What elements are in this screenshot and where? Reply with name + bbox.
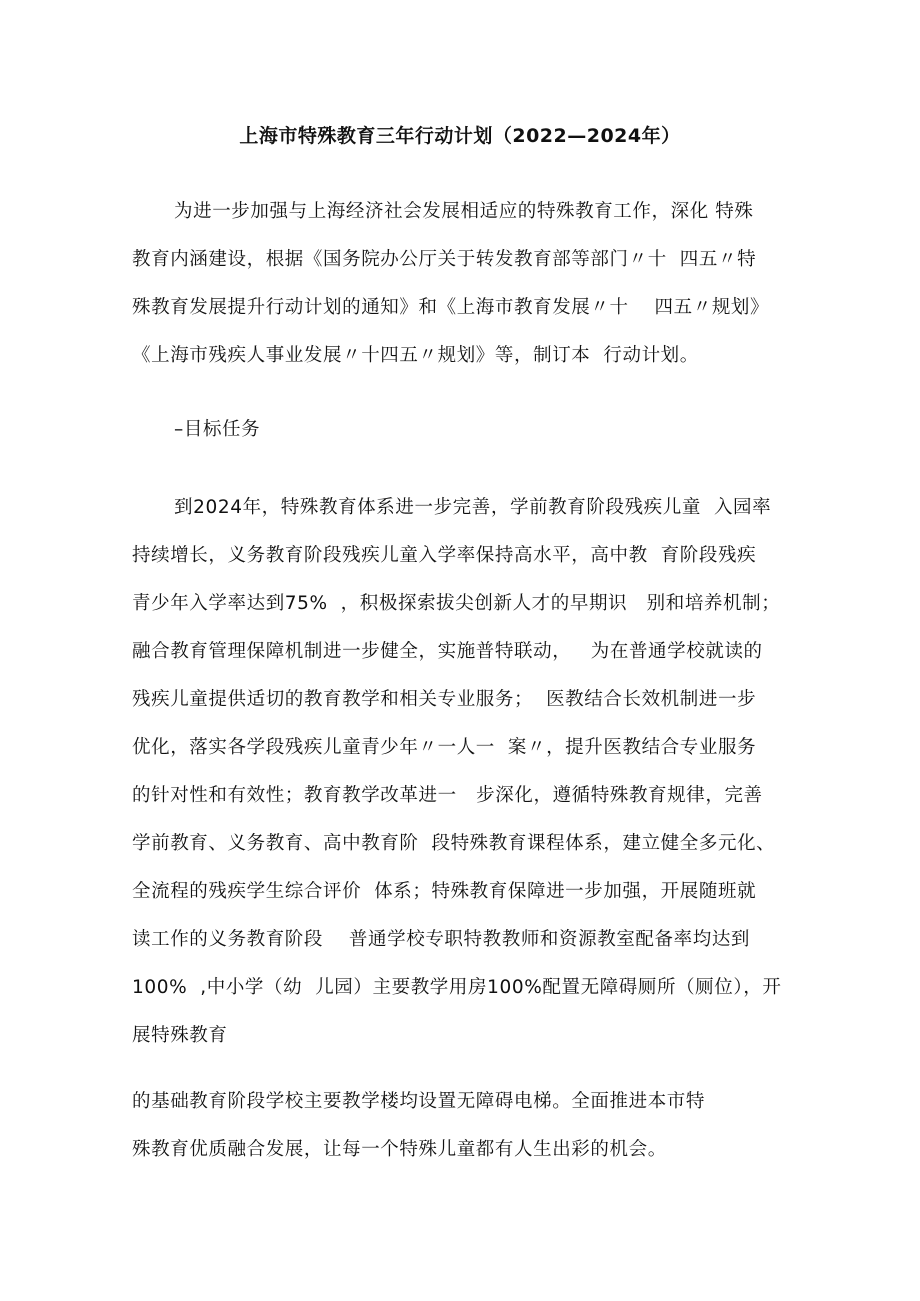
section-heading-text: –目标任务 bbox=[174, 419, 261, 440]
paragraph-line: 青少年入学率达到75% ，积极探索拔尖创新人才的早期识 别和培养机制； bbox=[132, 593, 781, 614]
document-title: 上海市特殊教育三年行动计划（2022—2024年） bbox=[239, 125, 681, 147]
paragraph-line: 持续增长，义务教育阶段残疾儿童入学率保持高水平，高中教 育阶段残疾 bbox=[132, 545, 757, 566]
paragraph-line: 殊教育发展提升行动计划的通知》和《上海市教育发展〃十 四五〃规划》 bbox=[132, 297, 770, 318]
intro-paragraph bbox=[132, 188, 796, 380]
paragraph-line: 的针对性和有效性；教育教学改革进一 步深化，遵循特殊教育规律，完善 bbox=[132, 785, 763, 806]
paragraph-line: 《上海市残疾人事业发展〃十四五〃规划》等，制订本 行动计划。 bbox=[132, 345, 699, 366]
section-heading bbox=[132, 406, 796, 454]
paragraph-line: 的基础教育阶段学校主要教学楼均设置无障碍电梯。全面推进本市特 bbox=[132, 1091, 706, 1112]
paragraph-line: 残疾儿童提供适切的教育教学和相关专业服务； 医教结合长效机制进一步 bbox=[132, 689, 757, 710]
paragraph-line: 学前教育、义务教育、高中教育阶 段特殊教育课程体系，建立健全多元化、 bbox=[132, 833, 776, 854]
paragraph-line: 教育内涵建设，根据《国务院办公厅关于转发教育部等部门〃十 四五〃特 bbox=[132, 249, 757, 270]
paragraph-line: 殊教育优质融合发展，让每一个特殊儿童都有人生出彩的机会。 bbox=[132, 1139, 667, 1160]
paragraph-line: 展特殊教育 bbox=[132, 1025, 228, 1046]
paragraph-line: 为进一步加强与上海经济社会发展相适应的特殊教育工作，深化 特殊 bbox=[174, 201, 754, 222]
goals-paragraph bbox=[132, 484, 796, 1060]
paragraph-line: 到2024年，特殊教育体系进一步完善，学前教育阶段残疾儿童 入园率 bbox=[174, 497, 772, 518]
paragraph-line: 读工作的义务教育阶段 普通学校专职特教教师和资源教室配备率均达到 bbox=[132, 929, 751, 950]
paragraph-line: 100% ,中小学（幼 儿园）主要教学用房100%配置无障碍厕所（厕位），开 bbox=[132, 977, 782, 998]
tail-line-block bbox=[132, 1078, 796, 1126]
tail-line-block bbox=[132, 1126, 796, 1174]
paragraph-line: 全流程的残疾学生综合评价 体系；特殊教育保障进一步加强，开展随班就 bbox=[132, 881, 757, 902]
paragraph-line: 融合教育管理保障机制进一步健全，实施普特联动， 为在普通学校就读的 bbox=[132, 641, 763, 662]
paragraph-line: 优化，落实各学段残疾儿童青少年〃一人一 案〃，提升医教结合专业服务 bbox=[132, 737, 757, 758]
